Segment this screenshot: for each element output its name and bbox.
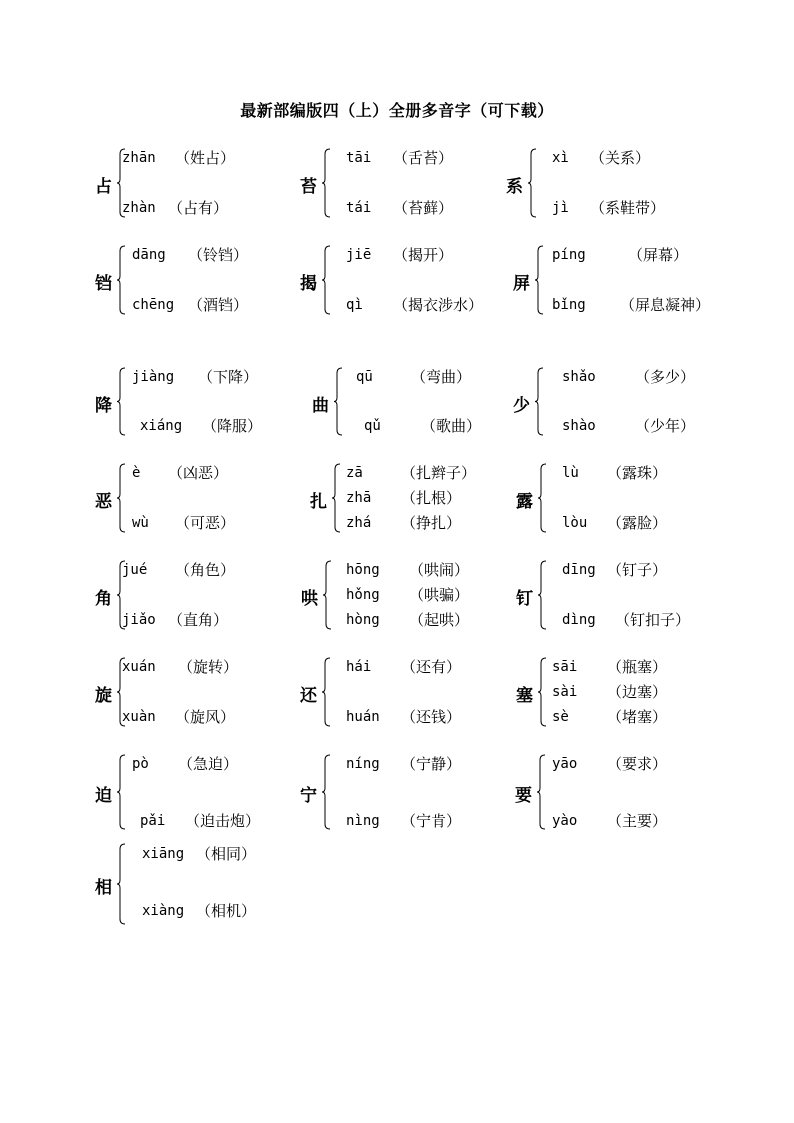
- example-word: （要求）: [607, 755, 668, 773]
- example-word: （还有）: [401, 658, 462, 676]
- example-word: （露脸）: [607, 514, 668, 532]
- curly-brace-icon: [534, 245, 546, 315]
- example-word: （姓占）: [175, 149, 236, 167]
- example-word: （挣扎）: [401, 514, 462, 532]
- polyphone-character: 哄: [301, 589, 318, 609]
- pinyin: xì: [552, 150, 569, 166]
- pinyin: hǒng: [346, 587, 380, 603]
- polyphone-character: 还: [300, 686, 317, 706]
- example-word: （多少）: [635, 368, 696, 386]
- curly-brace-icon: [116, 463, 128, 533]
- curly-brace-icon: [321, 148, 333, 218]
- pinyin: jiàng: [132, 369, 175, 385]
- curly-brace-icon: [321, 245, 333, 315]
- reading-row: [122, 657, 239, 676]
- reading-row: [132, 245, 249, 264]
- reading-row: [346, 585, 470, 604]
- reading-row: [122, 198, 229, 217]
- pinyin: jiǎo: [122, 612, 156, 628]
- example-word: （关系）: [590, 149, 651, 167]
- example-word: （下降）: [198, 368, 259, 386]
- reading-row: [140, 416, 263, 435]
- example-word: （堵塞）: [607, 708, 668, 726]
- example-word: （直角）: [168, 611, 229, 629]
- pinyin: sāi: [552, 659, 578, 675]
- example-word: （瓶塞）: [607, 658, 668, 676]
- pinyin: tái: [346, 200, 372, 216]
- pinyin: zhàn: [122, 200, 156, 216]
- pinyin: hái: [346, 659, 372, 675]
- polyphone-character: 占: [95, 177, 112, 197]
- pinyin: sài: [552, 684, 578, 700]
- pinyin: chēng: [132, 297, 175, 313]
- pinyin: qū: [356, 369, 373, 385]
- pinyin: hōng: [346, 562, 380, 578]
- reading-row: [346, 295, 484, 314]
- curly-brace-icon: [116, 754, 128, 830]
- example-word: （舌苔）: [393, 149, 454, 167]
- example-word: （屏息凝神）: [620, 296, 711, 314]
- reading-row: [552, 707, 668, 726]
- reading-row: [122, 610, 229, 629]
- example-word: （哄闹）: [409, 561, 470, 579]
- pinyin: jì: [552, 200, 569, 216]
- reading-row: [346, 198, 454, 217]
- curly-brace-icon: [116, 245, 128, 315]
- pinyin: xuàn: [122, 709, 156, 725]
- example-word: （歌曲）: [421, 417, 482, 435]
- reading-row: [142, 901, 257, 920]
- reading-row: [552, 198, 666, 217]
- reading-row: [552, 682, 668, 701]
- example-word: （酒铛）: [188, 296, 249, 314]
- pinyin: bǐng: [552, 297, 586, 313]
- curly-brace-icon: [116, 367, 128, 436]
- reading-row: [562, 463, 668, 482]
- reading-row: [132, 295, 249, 314]
- example-word: （还钱）: [401, 708, 462, 726]
- pinyin: zā: [346, 465, 363, 481]
- pinyin: yāo: [552, 756, 578, 772]
- reading-row: [346, 811, 462, 830]
- example-word: （主要）: [607, 812, 668, 830]
- pinyin: xiāng: [142, 846, 185, 862]
- example-word: （相同）: [196, 845, 257, 863]
- curly-brace-icon: [331, 463, 343, 533]
- reading-row: [346, 245, 454, 264]
- pinyin: qǔ: [364, 418, 381, 434]
- pinyin: pǎi: [140, 813, 166, 829]
- reading-row: [346, 463, 477, 482]
- reading-row: [346, 657, 462, 676]
- example-word: （揭开）: [393, 246, 454, 264]
- pinyin: sè: [552, 709, 569, 725]
- polyphone-character: 少: [513, 395, 530, 416]
- reading-row: [140, 811, 261, 830]
- reading-row: [552, 754, 668, 773]
- polyphone-character: 宁: [300, 786, 317, 806]
- polyphone-character: 降: [95, 395, 112, 416]
- pinyin: jué: [122, 562, 148, 578]
- polyphone-character: 屏: [513, 274, 530, 294]
- curly-brace-icon: [534, 367, 546, 436]
- example-word: （扎根）: [401, 489, 462, 507]
- reading-row: [132, 513, 236, 532]
- example-word: （降服）: [202, 417, 263, 435]
- example-word: （凶恶）: [168, 464, 229, 482]
- example-word: （露珠）: [607, 464, 668, 482]
- reading-row: [562, 610, 691, 629]
- pinyin: tāi: [346, 150, 372, 166]
- pinyin: dāng: [132, 247, 166, 263]
- example-word: （少年）: [635, 417, 696, 435]
- polyphone-character: 扎: [310, 492, 327, 512]
- pinyin: píng: [552, 247, 586, 263]
- reading-row: [122, 148, 236, 167]
- reading-row: [562, 416, 696, 435]
- example-word: （哄骗）: [409, 586, 470, 604]
- polyphone-character: 铛: [95, 274, 112, 294]
- reading-row: [346, 488, 462, 507]
- reading-row: [552, 245, 689, 264]
- example-word: （占有）: [168, 199, 229, 217]
- example-word: （扎辫子）: [401, 464, 477, 482]
- reading-row: [356, 367, 472, 386]
- example-word: （角色）: [175, 561, 236, 579]
- curly-brace-icon: [321, 657, 333, 727]
- polyphone-character: 相: [95, 878, 112, 898]
- pinyin: yào: [552, 813, 578, 829]
- example-word: （旋风）: [175, 708, 236, 726]
- pinyin: shǎo: [562, 369, 596, 385]
- reading-row: [346, 148, 454, 167]
- curly-brace-icon: [333, 367, 345, 436]
- reading-row: [552, 295, 711, 314]
- pinyin: hòng: [346, 612, 380, 628]
- polyphone-character: 恶: [95, 492, 112, 512]
- reading-row: [552, 657, 668, 676]
- example-word: （系鞋带）: [590, 199, 666, 217]
- example-word: （起哄）: [409, 611, 470, 629]
- example-word: （可恶）: [175, 514, 236, 532]
- example-word: （宁静）: [401, 755, 462, 773]
- pinyin: jiē: [346, 247, 372, 263]
- example-word: （急迫）: [178, 755, 239, 773]
- pinyin: zhā: [346, 490, 372, 506]
- pinyin: lòu: [562, 515, 588, 531]
- example-word: （揭衣涉水）: [393, 296, 484, 314]
- pinyin: huán: [346, 709, 380, 725]
- polyphone-character: 揭: [300, 274, 317, 294]
- page-title: 最新部编版四（上）全册多音字（可下载）: [240, 101, 554, 120]
- reading-row: [552, 811, 668, 830]
- curly-brace-icon: [536, 754, 548, 830]
- pinyin: dìng: [562, 612, 596, 628]
- pinyin: xiáng: [140, 418, 183, 434]
- reading-row: [122, 560, 236, 579]
- polyphone-character: 钉: [516, 589, 533, 609]
- pinyin: wù: [132, 515, 149, 531]
- example-word: （边塞）: [607, 683, 668, 701]
- pinyin: pò: [132, 756, 149, 772]
- example-word: （宁肯）: [401, 812, 462, 830]
- pinyin: shào: [562, 418, 596, 434]
- reading-row: [552, 148, 651, 167]
- pinyin: qì: [346, 297, 363, 313]
- curly-brace-icon: [537, 463, 549, 533]
- reading-row: [346, 754, 462, 773]
- example-word: （钉子）: [607, 561, 668, 579]
- reading-row: [562, 513, 668, 532]
- reading-row: [562, 560, 668, 579]
- polyphone-character: 曲: [312, 395, 329, 416]
- pinyin: xuán: [122, 659, 156, 675]
- curly-brace-icon: [322, 560, 334, 630]
- polyphone-character: 角: [95, 589, 112, 609]
- example-word: （相机）: [196, 902, 257, 920]
- pinyin: nìng: [346, 813, 380, 829]
- example-word: （弯曲）: [411, 368, 472, 386]
- polyphone-character: 系: [506, 177, 523, 197]
- pinyin: dīng: [562, 562, 596, 578]
- reading-row: [562, 367, 696, 386]
- pinyin: lù: [562, 465, 579, 481]
- reading-row: [364, 416, 482, 435]
- reading-row: [142, 844, 257, 863]
- example-word: （屏幕）: [628, 246, 689, 264]
- curly-brace-icon: [321, 754, 333, 830]
- pinyin: xiàng: [142, 903, 185, 919]
- curly-brace-icon: [537, 657, 549, 727]
- pinyin: níng: [346, 756, 380, 772]
- polyphone-character: 露: [516, 492, 533, 512]
- pinyin: zhá: [346, 515, 372, 531]
- reading-row: [122, 707, 236, 726]
- polyphone-character: 旋: [95, 686, 112, 706]
- curly-brace-icon: [537, 560, 549, 630]
- curly-brace-icon: [116, 843, 128, 925]
- polyphone-character: 迫: [95, 786, 112, 806]
- pinyin: zhān: [122, 150, 156, 166]
- reading-row: [346, 707, 462, 726]
- reading-row: [346, 513, 462, 532]
- polyphone-character: 要: [515, 786, 532, 806]
- polyphone-character: 苔: [300, 177, 317, 197]
- example-word: （苔藓）: [393, 199, 454, 217]
- example-word: （迫击炮）: [185, 812, 261, 830]
- reading-row: [132, 367, 259, 386]
- example-word: （旋转）: [178, 658, 239, 676]
- reading-row: [132, 754, 239, 773]
- reading-row: [346, 610, 470, 629]
- polyphone-character: 塞: [516, 686, 533, 706]
- pinyin: è: [132, 465, 141, 481]
- example-word: （铃铛）: [188, 246, 249, 264]
- reading-row: [132, 463, 229, 482]
- example-word: （钉扣子）: [615, 611, 691, 629]
- reading-row: [346, 560, 470, 579]
- curly-brace-icon: [527, 148, 539, 218]
